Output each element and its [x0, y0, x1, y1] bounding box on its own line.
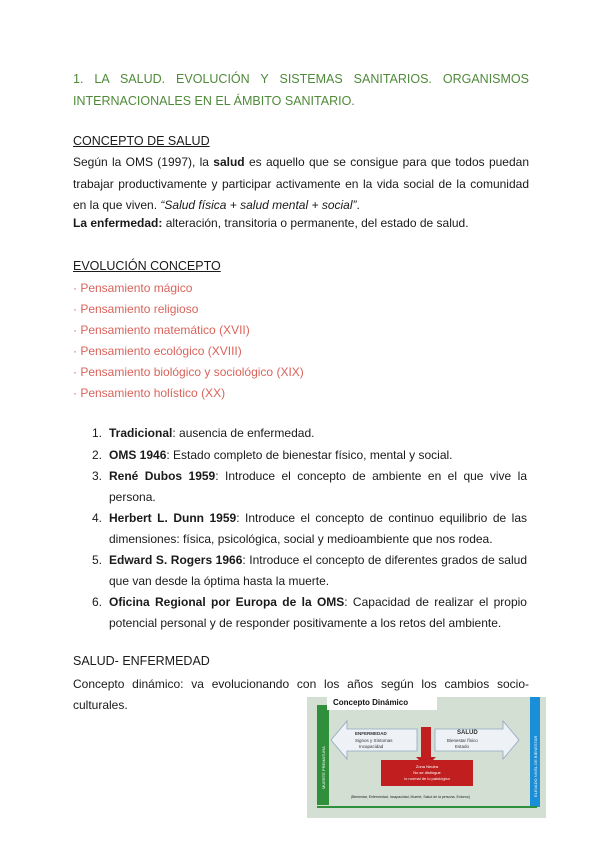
neutral-zone-line: lo normal de lo patológico	[404, 776, 450, 781]
neutral-zone-box	[381, 760, 473, 786]
left-box-line: Signos y Síntomas	[355, 738, 393, 743]
neutral-zone-line: No se distingue	[413, 770, 441, 775]
list-text: : Capacidad de realizar el propio potencial personal y de responder positivamente a los retos del ambiente.	[109, 595, 527, 630]
enfermedad-label: La enfermedad:	[73, 216, 163, 230]
left-bar-label: MUERTE PREMATURA	[321, 746, 326, 789]
list-item: · Pensamiento mágico	[73, 281, 193, 295]
concepto-text-c: es aquello que se consigue para que todos puedan trabajar productivamente y participar activamente en la vida social de la comunidad en la que viven.	[73, 155, 529, 212]
list-bold: Edward S. Rogers 1966	[109, 553, 243, 567]
diagram-footnote: (Bienestar, Enfermedad, Incapacidad, Muerte, Salud de la persona, Entorno)	[351, 795, 470, 799]
list-item	[92, 592, 527, 633]
list-item	[92, 423, 527, 444]
concept-history-list	[92, 423, 527, 634]
list-item	[92, 466, 527, 507]
salud-enfermedad-text: Concepto dinámico: va evolucionando con los años según los cambios socio-culturales.	[73, 677, 529, 712]
left-box-line: Incapacidad	[359, 744, 384, 749]
salud-enfermedad-heading: SALUD- ENFERMEDAD	[73, 654, 210, 668]
concepto-text-end: .	[356, 198, 360, 212]
concepto-text-a: Según la OMS (1997), la	[73, 155, 214, 169]
list-item	[92, 550, 527, 591]
list-bold: René Dubos 1959	[109, 469, 216, 483]
list-bold: Herbert L. Dunn 1959	[109, 511, 237, 525]
evolucion-list	[73, 278, 304, 404]
right-box-line: Estado	[455, 744, 470, 749]
list-bold: Oficina Regional por Europa de la OMS	[109, 595, 345, 609]
concepto-dinamico-diagram	[307, 697, 546, 818]
right-bar-label: ELEVADO NIVEL DE BIENESTAR	[533, 735, 538, 797]
concepto-paragraph	[73, 152, 529, 217]
diagram-title: Concepto Dinámico	[333, 698, 409, 707]
list-number: 1.	[92, 426, 103, 440]
list-item: · Pensamiento religioso	[73, 302, 199, 316]
concepto-quote: “Salud física + salud mental + social”	[160, 198, 357, 212]
diagram-arrows	[307, 697, 546, 818]
right-box-title: SALUD	[457, 730, 478, 736]
list-text: : Introduce el concepto de continuo equilibrio de las dimensiones: física, psicológica, social y medioambiente que nos rodea.	[109, 511, 527, 546]
down-arrow-shaft	[421, 727, 431, 759]
list-number: 2.	[92, 447, 103, 462]
list-bold: Tradicional	[109, 426, 173, 440]
section-heading: 1. LA SALUD. EVOLUCIÓN Y SISTEMAS SANITARIOS. ORGANISMOS INTERNACIONALES EN EL ÁMBITO SANITARIO.	[73, 72, 529, 108]
enfermedad-definition	[73, 216, 469, 230]
enfermedad-text: alteración, transitoria o permanente, del estado de salud.	[162, 216, 469, 230]
list-bold: OMS 1946	[109, 447, 167, 462]
list-text: : Introduce el concepto de diferentes grados de salud que van desde la óptima hasta la muerte.	[109, 553, 527, 588]
diagram-baseline	[317, 806, 537, 808]
concepto-salud-word: salud	[213, 155, 245, 169]
list-item: · Pensamiento biológico y sociológico (XIX)	[73, 365, 304, 379]
list-item	[92, 508, 527, 549]
list-text: : Estado completo de bienestar físico, mental y social.	[166, 447, 453, 462]
list-item	[92, 445, 527, 466]
list-number: 4.	[92, 511, 103, 525]
list-item: · Pensamiento ecológico (XVIII)	[73, 344, 242, 358]
list-number: 6.	[92, 595, 103, 609]
evolucion-heading: EVOLUCIÓN CONCEPTO	[73, 259, 221, 273]
list-text: : Introduce el concepto de ambiente en el que vive la persona.	[109, 469, 527, 504]
neutral-zone-title: Zona Neutra	[415, 764, 439, 769]
list-item: · Pensamiento matemático (XVII)	[73, 323, 250, 337]
concepto-salud-heading: CONCEPTO DE SALUD	[73, 134, 210, 148]
list-item: · Pensamiento holístico (XX)	[73, 386, 226, 400]
list-number: 5.	[92, 553, 103, 567]
list-number: 3.	[92, 469, 103, 483]
list-text: : ausencia de enfermedad.	[172, 426, 315, 440]
left-box-title: ENFERMEDAD	[355, 731, 387, 736]
right-box-line: Bienestar físico	[447, 738, 478, 743]
